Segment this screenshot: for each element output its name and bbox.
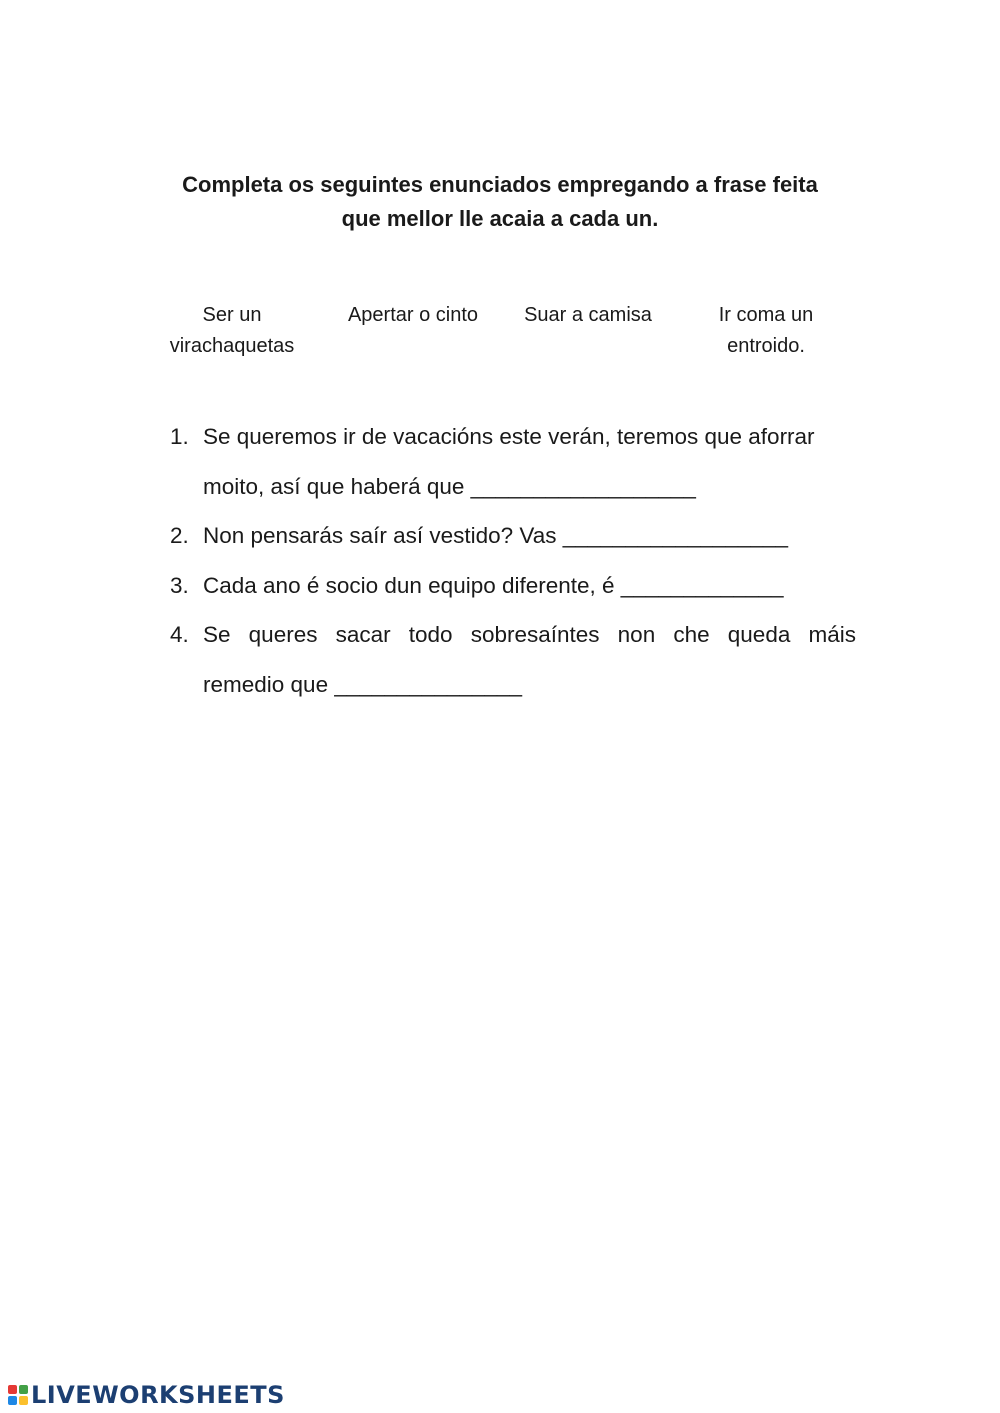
- question-number: 1.: [170, 424, 189, 449]
- logo-tile: [19, 1385, 28, 1394]
- phrase-option-3-line-1: Suar a camisa: [524, 304, 652, 326]
- worksheet-title: [120, 168, 880, 236]
- phrase-option-1-line-2: virachaquetas: [169, 335, 295, 357]
- question-3-line-1: Cada ano é socio dun equipo diferente, é _____________: [203, 572, 784, 598]
- logo-tile: [8, 1396, 17, 1405]
- question-number: 3.: [170, 572, 189, 598]
- question-list: [170, 412, 856, 709]
- question-text: [203, 610, 856, 709]
- question-number: 4.: [170, 622, 189, 647]
- logo-tiles-icon: [8, 1385, 28, 1405]
- liveworksheets-logo: [8, 1380, 285, 1410]
- question-item-2: [170, 511, 856, 561]
- title-line-2: que mellor lle acaia a cada un.: [341, 206, 659, 231]
- question-item-1: [170, 412, 856, 511]
- question-1-line-2: moito, así que haberá que __________________: [203, 473, 696, 499]
- question-text: [203, 511, 856, 561]
- phrase-option-1: [150, 300, 314, 362]
- question-1-line-1: Se queremos ir de vacacións este verán, teremos que aforrar: [203, 424, 815, 449]
- question-4-line-2: remedio que _______________: [203, 671, 523, 697]
- phrase-option-2-line-1: Apertar o cinto: [347, 304, 479, 326]
- phrase-option-4-line-2: entroido.: [727, 335, 805, 357]
- phrase-option-3: [510, 300, 666, 331]
- phrase-option-4-line-1: Ir coma un: [718, 304, 814, 326]
- logo-text: LIVEWORKSHEETS: [31, 1381, 285, 1409]
- title-line-1: Completa os seguintes enunciados empregando a frase feita: [182, 172, 818, 197]
- phrase-option-1-line-1: Ser un: [202, 304, 262, 326]
- question-item-3: [170, 561, 856, 611]
- question-item-4: [170, 610, 856, 709]
- logo-tile: [19, 1396, 28, 1405]
- logo-tile: [8, 1385, 17, 1394]
- question-text: [203, 412, 856, 511]
- phrase-option-2: [330, 300, 496, 331]
- question-text: [203, 561, 856, 611]
- phrase-option-4: [690, 300, 842, 362]
- question-4-line-1: Se queres sacar todo sobresaíntes non che queda máis: [203, 622, 856, 647]
- question-number: 2.: [170, 523, 189, 548]
- question-2-line-1: Non pensarás saír así vestido? Vas __________________: [203, 523, 789, 548]
